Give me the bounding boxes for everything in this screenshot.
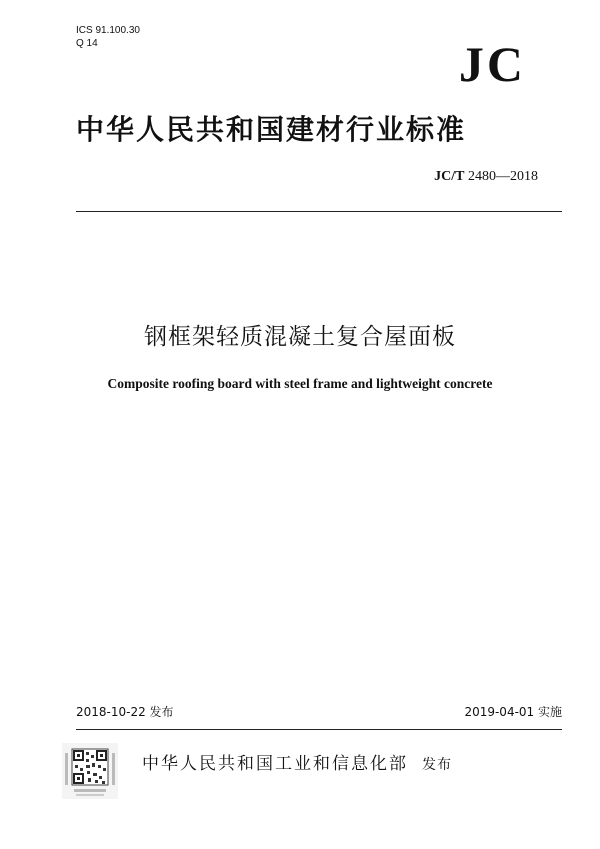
standard-code: 2480—2018 bbox=[468, 169, 538, 184]
standard-prefix: JC/T bbox=[434, 169, 465, 184]
standard-number bbox=[434, 168, 538, 186]
jc-logo: JC bbox=[458, 36, 526, 92]
issue-label: 发布 bbox=[422, 757, 452, 773]
industry-standard-title: 中华人民共和国建材行业标准 bbox=[76, 113, 467, 146]
footer-divider bbox=[76, 729, 562, 730]
ccs-code: Q 14 bbox=[76, 38, 98, 49]
document-title-english: Composite roofing board with steel frame and lightweight concrete bbox=[107, 376, 493, 391]
classification-codes bbox=[76, 24, 140, 50]
implementation-date: 2019-04-01 实施 bbox=[464, 705, 562, 719]
ics-code: ICS 91.100.30 bbox=[76, 25, 140, 36]
ministry-name: 中华人民共和国工业和信息化部 bbox=[142, 754, 408, 774]
document-title-chinese: 钢框架轻质混凝土复合屋面板 bbox=[144, 324, 456, 350]
issuing-authority bbox=[142, 752, 452, 777]
header-divider bbox=[76, 211, 562, 212]
qr-code-icon bbox=[62, 743, 118, 799]
issue-date: 2018-10-22 发布 bbox=[76, 705, 174, 719]
